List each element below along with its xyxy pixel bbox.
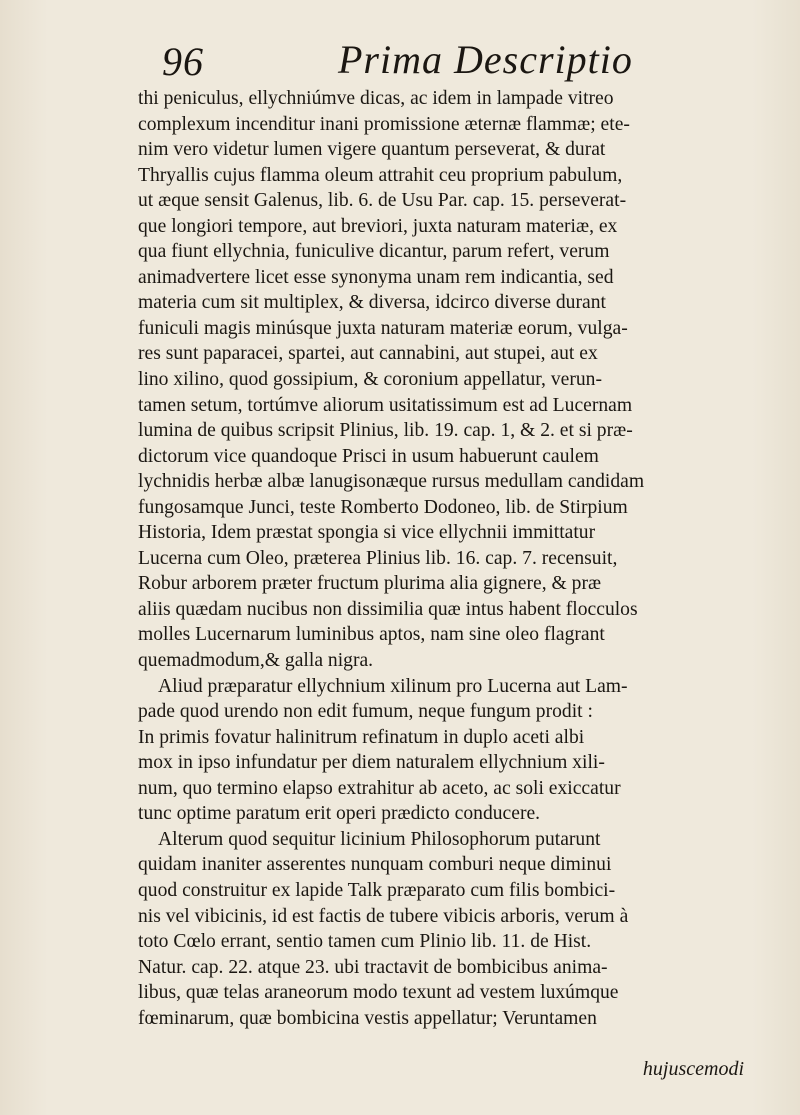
text-line: toto Cœlo errant, sentio tamen cum Plinio lib. 11. de Hist. <box>138 931 592 953</box>
text-line: complexum incenditur inani promissione æternæ flammæ; ete- <box>138 113 630 135</box>
text-line: mox in ipso infundatur per diem naturalem ellychnium xili- <box>138 752 605 774</box>
text-line: tunc optime paratum erit operi prædicto conducere. <box>138 803 541 825</box>
text-line: materia cum sit multiplex, & diversa, idcirco diverse durant <box>138 292 606 314</box>
text-line: Thryallis cujus flamma oleum attrahit ceu proprium pabulum, <box>138 164 623 186</box>
text-line: que longiori tempore, aut breviori, juxta naturam materiæ, ex <box>138 215 618 237</box>
text-line: res sunt paparacei, spartei, aut cannabini, aut stupei, aut ex <box>138 343 598 365</box>
text-line: Lucerna cum Oleo, præterea Plinius lib. 16. cap. 7. recensuit, <box>138 547 618 569</box>
running-title: Prima Descriptio <box>338 37 633 82</box>
text-line: Alterum quod sequitur licinium Philosophorum putarunt <box>158 828 601 850</box>
text-line: ut æque sensit Galenus, lib. 6. de Usu Par. cap. 15. perseverat- <box>138 190 627 212</box>
text-line: quemadmodum,& galla nigra. <box>138 650 374 672</box>
text-line: lino xilino, quod gossipium, & coronium appellatur, verun- <box>138 369 602 391</box>
text-line: lychnidis herbæ albæ lanugisonæque rursus medullam candidam <box>138 471 645 493</box>
text-line: tamen setum, tortúmve aliorum usitatissimum est ad Lucernam <box>138 394 633 416</box>
text-line: Aliud præparatur ellychnium xilinum pro Lucerna aut Lam- <box>158 675 628 697</box>
text-line: aliis quædam nucibus non dissimilia quæ intus habent flocculos <box>138 598 638 620</box>
text-line: lumina de quibus scripsit Plinius, lib. 19. cap. 1, & 2. et si præ- <box>138 420 633 442</box>
text-line: pade quod urendo non edit fumum, neque fungum prodit : <box>138 701 593 723</box>
text-line: num, quo termino elapso extrahitur ab aceto, ac soli exiccatur <box>138 777 621 799</box>
text-line: dictorum vice quandoque Prisci in usum habuerunt caulem <box>138 445 599 467</box>
body-text <box>138 86 768 1031</box>
text-line: Natur. cap. 22. atque 23. ubi tractavit de bombicibus anima- <box>138 956 608 978</box>
text-line: Robur arborem præter fructum plurima alia gignere, & præ <box>138 573 602 595</box>
text-line: animadvertere licet esse synonyma unam rem indicantia, sed <box>138 266 614 288</box>
text-line: nis vel vibicinis, id est factis de tubere vibicis arboris, verum à <box>138 905 629 927</box>
text-line: qua fiunt ellychnia, funiculive dicantur, parum refert, verum <box>138 241 610 263</box>
text-line: In primis fovatur halinitrum refinatum in duplo aceti albi <box>138 726 585 748</box>
text-line: funiculi magis minúsque juxta naturam materiæ eorum, vulga- <box>138 317 628 339</box>
text-line: nim vero videtur lumen vigere quantum perseverat, & durat <box>138 139 606 161</box>
text-line: quidam inaniter asserentes nunquam comburi neque diminui <box>138 854 612 876</box>
text-line: quod construitur ex lapide Talk præparato cum filis bombici- <box>138 879 616 901</box>
page-number: 96 <box>162 39 204 84</box>
text-line: molles Lucernarum luminibus aptos, nam sine oleo flagrant <box>138 624 605 646</box>
page-header <box>148 26 748 86</box>
text-line: fœminarum, quæ bombicina vestis appellatur; Veruntamen <box>138 1007 597 1029</box>
text-line: libus, quæ telas araneorum modo texunt ad vestem luxúmque <box>138 982 619 1004</box>
text-line: fungosamque Junci, teste Romberto Dodoneo, lib. de Stirpium <box>138 496 628 518</box>
catchword: hujuscemodi <box>642 1058 744 1080</box>
text-line: thi peniculus, ellychniúmve dicas, ac idem in lampade vitreo <box>138 88 614 109</box>
text-line: Historia, Idem præstat spongia si vice ellychnii immittatur <box>138 522 596 544</box>
